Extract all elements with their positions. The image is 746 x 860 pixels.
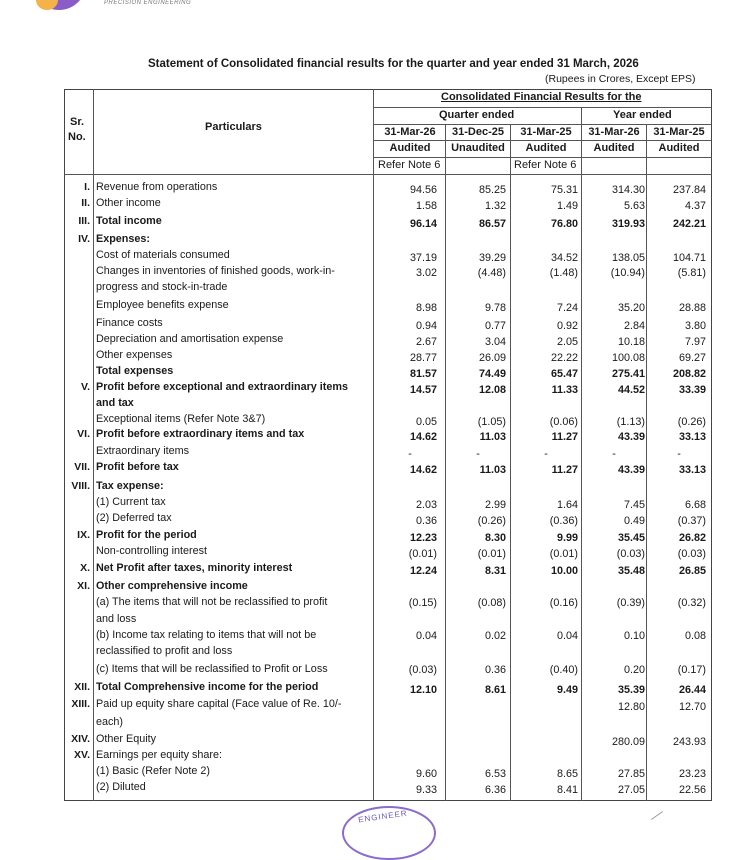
table-row-rule <box>374 124 712 125</box>
signature-mark <box>651 811 663 820</box>
row-value: 12.10 <box>409 684 437 696</box>
sr-no-header: Sr. <box>70 116 85 128</box>
row-value: 35.45 <box>617 532 645 544</box>
row-value: 319.93 <box>611 218 645 230</box>
row-value: 12.24 <box>409 565 437 577</box>
row-value: 35.48 <box>617 565 645 577</box>
row-value: 96.14 <box>409 218 437 230</box>
column-note: Refer Note 6 <box>514 159 577 171</box>
row-value: 33.13 <box>678 464 706 476</box>
row-value: - <box>677 448 681 460</box>
column-date-header: 31-Mar-25 <box>653 126 705 138</box>
row-value: 1.32 <box>484 200 506 212</box>
sr-no-header-2: No. <box>68 131 86 143</box>
row-value: 27.85 <box>617 768 645 780</box>
table-row-rule <box>64 174 712 175</box>
row-value: 0.08 <box>684 630 706 642</box>
row-particular: Exceptional items (Refer Note 3&7) <box>96 413 266 425</box>
row-value: 5.63 <box>623 200 645 212</box>
row-particular: Other comprehensive income <box>96 580 248 592</box>
row-value: (1.13) <box>616 416 645 428</box>
row-value: 2.99 <box>484 499 506 511</box>
row-particular: Changes in inventories of finished goods, work-in- <box>96 265 335 277</box>
row-value: 0.49 <box>623 515 645 527</box>
row-value: 104.71 <box>672 252 706 264</box>
row-particular: and tax <box>96 397 134 409</box>
row-particular: Expenses: <box>96 233 151 245</box>
row-value: (0.03) <box>677 548 706 560</box>
row-value: 9.33 <box>415 784 437 796</box>
table-row-rule <box>374 107 712 108</box>
row-particular: Profit before exceptional and extraordinary items <box>96 381 348 393</box>
row-particular: Total income <box>96 215 162 227</box>
row-value: 0.04 <box>556 630 578 642</box>
row-value: 39.29 <box>478 252 506 264</box>
row-value: 8.41 <box>556 784 578 796</box>
row-particular: Profit before tax <box>96 461 179 473</box>
row-value: 8.31 <box>484 565 506 577</box>
row-value: (0.17) <box>677 664 706 676</box>
row-value: 8.98 <box>415 302 437 314</box>
row-value: (0.26) <box>677 416 706 428</box>
row-particular: each) <box>96 716 124 728</box>
row-value: (0.39) <box>616 597 645 609</box>
row-particular: (b) Income tax relating to items that will not be <box>96 629 317 641</box>
row-value: 0.36 <box>415 515 437 527</box>
row-value: 2.67 <box>415 336 437 348</box>
row-value: 11.03 <box>479 431 506 443</box>
row-value: 8.61 <box>484 684 506 696</box>
row-particular: Employee benefits expense <box>96 299 229 311</box>
row-value: 1.64 <box>556 499 578 511</box>
row-particular: (2) Deferred tax <box>96 512 172 524</box>
row-particular: (2) Diluted <box>96 781 146 793</box>
row-value: 0.92 <box>556 320 578 332</box>
row-value: 0.02 <box>484 630 506 642</box>
row-particular: Tax expense: <box>96 480 164 492</box>
row-particular: Other income <box>96 197 161 209</box>
row-serial-number: X. <box>80 562 90 574</box>
row-serial-number: III. <box>78 215 90 227</box>
row-value: 14.57 <box>409 384 437 396</box>
row-value: (0.37) <box>677 515 706 527</box>
row-value: 242.21 <box>672 218 706 230</box>
row-value: 22.56 <box>678 784 706 796</box>
row-value: 12.08 <box>478 384 506 396</box>
row-value: (0.01) <box>477 548 506 560</box>
row-value: 26.09 <box>478 352 506 364</box>
row-value: 14.62 <box>409 431 437 443</box>
row-value: 27.05 <box>617 784 645 796</box>
row-value: 0.94 <box>415 320 437 332</box>
row-value: 0.05 <box>415 416 437 428</box>
row-value: 9.99 <box>556 532 578 544</box>
column-audit-status: Audited <box>389 142 431 154</box>
row-particular: (c) Items that will be reclassified to Profit or Loss <box>96 663 328 675</box>
row-value: 6.36 <box>484 784 506 796</box>
row-value: 33.39 <box>678 384 706 396</box>
row-value: 11.03 <box>479 464 506 476</box>
row-value: 37.19 <box>409 252 437 264</box>
row-value: 3.80 <box>684 320 706 332</box>
row-value: 33.13 <box>678 431 706 443</box>
row-value: 76.80 <box>550 218 578 230</box>
row-serial-number: IX. <box>77 529 90 541</box>
column-date-header: 31-Mar-26 <box>588 126 640 138</box>
row-value: 7.97 <box>684 336 706 348</box>
row-value: - <box>408 448 412 460</box>
row-value: 2.05 <box>556 336 578 348</box>
row-value: - <box>544 448 548 460</box>
row-value: (0.03) <box>616 548 645 560</box>
row-value: 275.41 <box>611 368 645 380</box>
row-value: 0.10 <box>623 630 645 642</box>
row-value: 314.30 <box>611 184 645 196</box>
row-value: 9.60 <box>415 768 437 780</box>
row-value: 11.27 <box>551 431 578 443</box>
row-serial-number: VIII. <box>71 480 90 492</box>
row-value: 75.31 <box>550 184 578 196</box>
row-serial-number: XII. <box>74 681 90 693</box>
row-value: 26.85 <box>678 565 706 577</box>
row-particular: Other Equity <box>96 733 157 745</box>
row-value: 0.04 <box>415 630 437 642</box>
row-value: 12.23 <box>409 532 437 544</box>
row-value: 35.20 <box>617 302 645 314</box>
row-value: 7.24 <box>556 302 578 314</box>
row-value: (0.01) <box>408 548 437 560</box>
row-value: 23.23 <box>678 768 706 780</box>
row-particular: and loss <box>96 613 137 625</box>
row-value: 4.37 <box>684 200 706 212</box>
row-particular: Net Profit after taxes, minority interest <box>96 562 293 574</box>
row-value: 69.27 <box>678 352 706 364</box>
row-particular: Depreciation and amortisation expense <box>96 333 284 345</box>
row-value: 9.78 <box>484 302 506 314</box>
consolidated-group-header: Consolidated Financial Results for the <box>441 91 642 103</box>
row-particular: Revenue from operations <box>96 181 218 193</box>
row-value: 12.80 <box>617 701 645 713</box>
row-value: 10.18 <box>617 336 645 348</box>
row-value: 14.62 <box>409 464 437 476</box>
row-particular: Total Comprehensive income for the period <box>96 681 319 693</box>
row-value: 35.39 <box>617 684 645 696</box>
row-particular: Total expenses <box>96 365 174 377</box>
row-value: (0.06) <box>549 416 578 428</box>
year-ended-header: Year ended <box>613 109 672 121</box>
row-value: 28.77 <box>409 352 437 364</box>
column-date-header: 31-Mar-26 <box>384 126 436 138</box>
column-audit-status: Unaudited <box>451 142 505 154</box>
row-value: 12.70 <box>678 701 706 713</box>
row-serial-number: VI. <box>77 428 90 440</box>
row-value: 1.58 <box>415 200 437 212</box>
row-serial-number: VII. <box>74 461 90 473</box>
logo-tagline: PRECISION ENGINEERING <box>104 0 192 6</box>
row-value: 243.93 <box>672 736 706 748</box>
row-value: 28.88 <box>678 302 706 314</box>
row-value: (0.08) <box>477 597 506 609</box>
row-value: 44.52 <box>617 384 645 396</box>
particulars-header: Particulars <box>205 121 262 133</box>
row-value: (0.15) <box>408 597 437 609</box>
row-serial-number: V. <box>81 381 90 393</box>
row-value: 208.82 <box>672 368 706 380</box>
row-serial-number: IV. <box>78 233 90 245</box>
row-value: (0.36) <box>549 515 578 527</box>
row-value: 6.68 <box>684 499 706 511</box>
row-value: 2.84 <box>623 320 645 332</box>
row-value: 280.09 <box>611 736 645 748</box>
row-value: 43.39 <box>617 464 645 476</box>
row-value: 81.57 <box>409 368 437 380</box>
row-particular: reclassified to profit and loss <box>96 645 233 657</box>
row-particular: Cost of materials consumed <box>96 249 230 261</box>
row-value: 85.25 <box>478 184 506 196</box>
row-value: 86.57 <box>478 218 506 230</box>
row-value: (0.01) <box>549 548 578 560</box>
row-particular: Other expenses <box>96 349 173 361</box>
row-value: 1.49 <box>556 200 578 212</box>
column-date-header: 31-Mar-25 <box>520 126 572 138</box>
row-value: 2.03 <box>415 499 437 511</box>
row-particular: Non-controlling interest <box>96 545 208 557</box>
company-seal-text: ENGINEER <box>357 808 409 825</box>
row-value: 0.20 <box>623 664 645 676</box>
column-date-header: 31-Dec-25 <box>452 126 504 138</box>
column-note: Refer Note 6 <box>378 159 441 171</box>
row-value: - <box>476 448 480 460</box>
column-audit-status: Audited <box>658 142 700 154</box>
row-value: (0.26) <box>477 515 506 527</box>
column-audit-status: Audited <box>525 142 567 154</box>
table-row-rule <box>374 157 712 158</box>
row-particular: Profit for the period <box>96 529 197 541</box>
row-value: 8.30 <box>484 532 506 544</box>
table-column-rule <box>510 124 511 801</box>
column-audit-status: Audited <box>593 142 635 154</box>
row-particular: Extraordinary items <box>96 445 190 457</box>
row-particular: Earnings per equity share: <box>96 749 223 761</box>
row-value: 74.49 <box>478 368 506 380</box>
row-value: (10.94) <box>610 267 645 279</box>
quarter-ended-header: Quarter ended <box>439 109 515 121</box>
row-value: (4.48) <box>477 267 506 279</box>
row-value: 22.22 <box>550 352 578 364</box>
row-value: 3.04 <box>484 336 506 348</box>
row-serial-number: XIV. <box>71 733 90 745</box>
row-particular: (1) Current tax <box>96 496 166 508</box>
row-serial-number: II. <box>81 197 90 209</box>
row-value: (0.16) <box>549 597 578 609</box>
row-particular: progress and stock-in-trade <box>96 281 228 293</box>
row-serial-number: I. <box>84 181 90 193</box>
row-value: 10.00 <box>550 565 578 577</box>
row-value: (0.03) <box>408 664 437 676</box>
row-particular: Finance costs <box>96 317 163 329</box>
table-column-rule <box>93 89 94 801</box>
row-value: 237.84 <box>672 184 706 196</box>
row-particular: (1) Basic (Refer Note 2) <box>96 765 210 777</box>
row-value: 9.49 <box>556 684 578 696</box>
row-value: 0.77 <box>484 320 506 332</box>
row-particular: Profit before extraordinary items and tax <box>96 428 305 440</box>
row-value: 11.33 <box>551 384 578 396</box>
row-serial-number: XIII. <box>71 698 90 710</box>
table-column-rule <box>581 108 582 801</box>
row-value: (5.81) <box>677 267 706 279</box>
row-value: 34.52 <box>550 252 578 264</box>
row-value: 94.56 <box>409 184 437 196</box>
row-value: (0.40) <box>549 664 578 676</box>
row-value: 8.65 <box>556 768 578 780</box>
statement-title: Statement of Consolidated financial results for the quarter and year ended 31 March, 2026 <box>148 58 639 70</box>
row-value: 0.36 <box>484 664 506 676</box>
row-value: 26.82 <box>678 532 706 544</box>
row-value: (1.48) <box>549 267 578 279</box>
row-serial-number: XI. <box>77 580 90 592</box>
table-column-rule <box>373 89 374 801</box>
row-value: 3.02 <box>415 267 437 279</box>
row-particular: (a) The items that will not be reclassified to profit <box>96 596 328 608</box>
row-value: (0.32) <box>677 597 706 609</box>
row-value: 100.08 <box>611 352 645 364</box>
row-value: (1.05) <box>477 416 506 428</box>
row-serial-number: XV. <box>74 749 90 761</box>
row-value: 43.39 <box>617 431 645 443</box>
currency-note: (Rupees in Crores, Except EPS) <box>545 73 696 85</box>
row-value: 6.53 <box>484 768 506 780</box>
row-value: 138.05 <box>611 252 645 264</box>
row-value: - <box>612 448 616 460</box>
row-particular: Paid up equity share capital (Face value of Re. 10/- <box>96 698 342 710</box>
row-value: 26.44 <box>678 684 706 696</box>
table-row-rule <box>374 140 712 141</box>
row-value: 11.27 <box>551 464 578 476</box>
row-value: 65.47 <box>550 368 578 380</box>
row-value: 7.45 <box>623 499 645 511</box>
